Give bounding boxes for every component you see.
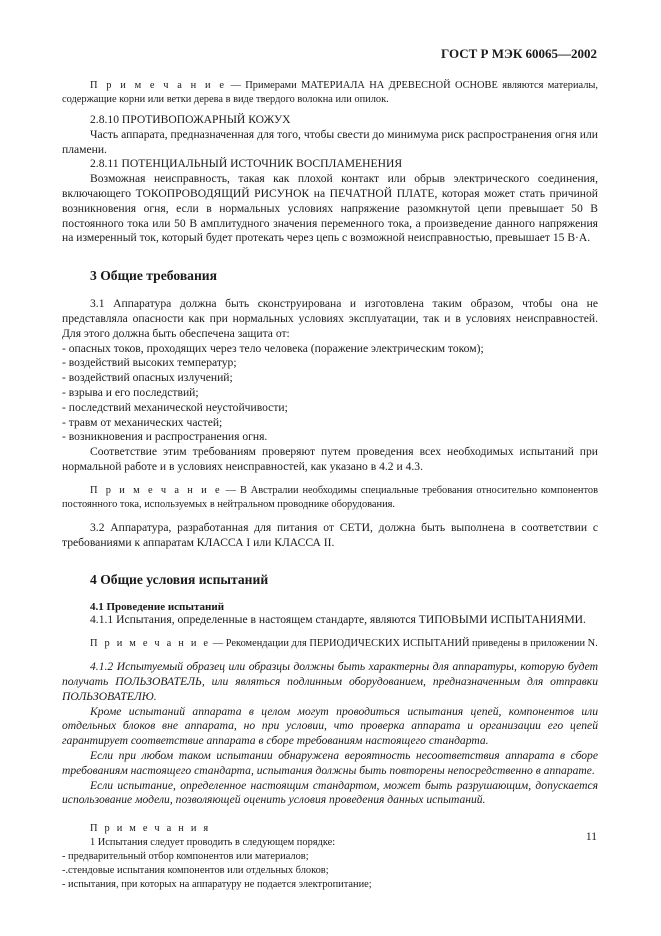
list-item: - травм от механических частей;: [62, 415, 223, 429]
list-item: - воздействий опасных излучений;: [62, 371, 233, 385]
list-item: - последствий механической неустойчивости;: [62, 400, 288, 414]
notes-label-text: П р и м е ч а н и я: [90, 823, 211, 835]
page-header: ГОСТ Р МЭК 60065—2002: [441, 46, 597, 61]
paragraph-destructive-test: Если испытание, определенное настоящим стандартом, может быть разрушающим, допускается использование модели, позволяющей оценить условия проведения данных испытаний.: [62, 778, 598, 807]
note-label: П р и м е ч а н и е: [90, 484, 222, 496]
list-item: - испытания, при которых на аппаратуру не подается электропитание;: [62, 879, 372, 891]
compliance-text: Соответствие этим требованиям проверяют путем проведения всех необходимых испытаний при нормальной работе и в условиях неисправностей, как указано в 4.2 и 4.3.: [62, 445, 598, 473]
note-label: П р и м е ч а н и е: [90, 638, 211, 650]
note-text: — В Австралии необходимы специальные требования относительно компонентов постоянного тока, используемых в нейтральном проводнике оборудования.: [62, 484, 598, 510]
subsection-4-1-title: 4.1 Проведение испытаний: [90, 601, 225, 614]
note-text: — Примерами МАТЕРИАЛА НА ДРЕВЕСНОЙ ОСНОВЕ являются материалы, содержащие корни или ветки дерева в виде твердого волокна или опилок.: [62, 80, 598, 105]
list-item: - опасных токов, проходящих через тело человека (поражение электрическим током);: [62, 341, 484, 355]
list-item: - воздействий высоких температур;: [62, 356, 237, 370]
paragraph-nonconformity: Если при любом таком испытании обнаружена вероятность несоответствия аппарата в сборе требованиям настоящего стандарта, испытания должны быть повторены непосредственно в аппарате.: [62, 748, 598, 777]
clause-4-1-1: 4.1.1 Испытания, определенные в настоящем стандарте, являются ТИПОВЫМИ ИСПЫТАНИЯМИ.: [90, 613, 586, 627]
list-item: - возникновения и распространения огня.: [62, 430, 268, 444]
list-item: - предварительный отбор компонентов или материалов;: [62, 851, 309, 863]
list-item: -.стендовые испытания компонентов или отдельных блоков;: [62, 865, 329, 877]
note-periodic-tests: [62, 637, 598, 651]
section-4-title: 4 Общие условия испытаний: [90, 572, 269, 588]
section-3-title: 3 Общие требования: [90, 268, 217, 284]
notes-list: [62, 836, 598, 892]
clause-2-8-11-heading: 2.8.11 ПОТЕНЦИАЛЬНЫЙ ИСТОЧНИК ВОСПЛАМЕНЕНИЯ: [90, 157, 403, 171]
clause-2-8-10-text: Часть аппарата, предназначенная для того, чтобы свести до минимума риск распространения огня или пламени.: [62, 127, 598, 156]
page-number: 11: [585, 831, 597, 843]
list-item: 1 Испытания следует проводить в следующем порядке:: [90, 837, 336, 849]
clause-2-8-11-text: Возможная неисправность, такая как плохой контакт или обрыв электрического соединения, включающего ТОКОПРОВОДЯЩИЙ РИСУНОК на ПЕЧАТНОЙ ПЛАТЕ, которая может стать причиной возникновения огня, если в нормальных условиях напряжение разомкнутой цепи превышает 50 В постоянного тока или 50 В амплитудного значения переменного тока, а произведение данного напряжения на измеренный ток, который будет протекать через цепь с возможной неисправностью, превышает 15 В·А.: [62, 172, 598, 245]
note-label: П р и м е ч а н и е: [90, 80, 227, 91]
clause-3-1: 3.1 Аппаратура должна быть сконструирована и изготовлена таким образом, чтобы она не представляла опасности как при нормальных условиях эксплуатации, так и в условиях неисправностей. Для этого должна быть обеспечена защита от:: [62, 297, 598, 340]
clause-3-2: 3.2 Аппаратура, разработанная для питания от СЕТИ, должна быть выполнена в соответствии с требованиями к аппаратам КЛАССА I или КЛАССА II.: [62, 520, 598, 549]
protection-list: [62, 342, 598, 446]
note-wood-material: [62, 79, 598, 107]
note-text: — Рекомендации для ПЕРИОДИЧЕСКИХ ИСПЫТАНИЙ приведены в приложении N.: [210, 638, 598, 650]
paragraph-component-tests: Кроме испытаний аппарата в целом могут проводиться испытания цепей, компонентов или отдельных блоков вне аппарата, но при условии, что проверка аппарата и организации его цепей гарантирует соответствие аппарата в сборе требованиям настоящего стандарта.: [62, 704, 598, 748]
note-australia: [62, 484, 598, 512]
notes-label: [62, 822, 598, 836]
clause-4-1-2: 4.1.2 Испытуемый образец или образцы должны быть характерны для аппаратуры, которую будет получать ПОЛЬЗОВАТЕЛЬ, или являться подлинным оборудованием, предназначенным для отправки ПОЛЬЗОВАТЕЛЮ.: [62, 660, 598, 703]
page-content: [62, 79, 598, 892]
clause-2-8-10-heading: 2.8.10 ПРОТИВОПОЖАРНЫЙ КОЖУХ: [90, 113, 291, 126]
list-item: - взрыва и его последствий;: [62, 385, 199, 399]
